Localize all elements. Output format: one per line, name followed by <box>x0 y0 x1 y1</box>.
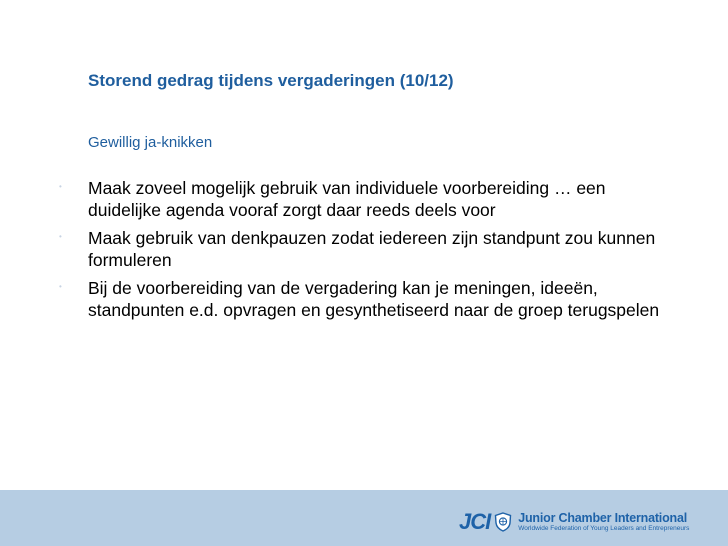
bullet-item <box>59 177 678 221</box>
bullet-icon: • <box>59 232 62 241</box>
slide-title: Storend gedrag tijdens vergaderingen (10/12) <box>88 71 454 90</box>
org-tagline: Worldwide Federation of Young Leaders and Entrepreneurs <box>518 525 690 532</box>
bullet-icon: • <box>59 282 62 291</box>
bullet-text: Maak zoveel mogelijk gebruik van individuele voorbereiding … een duidelijke agenda vooraf zorgt daar reeds deels voor <box>88 178 606 220</box>
bullet-text: Bij de voorbereiding van de vergadering kan je meningen, ideeën, standpunten e.d. opvragen en gesynthetiseerd naar de groep terugspelen <box>88 278 660 320</box>
bullet-text: Maak gebruik van denkpauzen zodat iedereen zijn standpunt zou kunnen formuleren <box>88 228 656 270</box>
logo-text-block <box>518 511 689 533</box>
jci-wordmark: JCI <box>459 509 491 534</box>
org-name: Junior Chamber International <box>518 511 687 525</box>
bullet-icon: • <box>59 182 62 191</box>
bullet-item <box>59 227 678 271</box>
bullet-list <box>59 177 678 327</box>
jci-logo <box>459 509 689 535</box>
shield-icon <box>494 512 512 532</box>
bullet-item <box>59 277 678 321</box>
slide-subtitle: Gewillig ja-knikken <box>88 134 213 151</box>
